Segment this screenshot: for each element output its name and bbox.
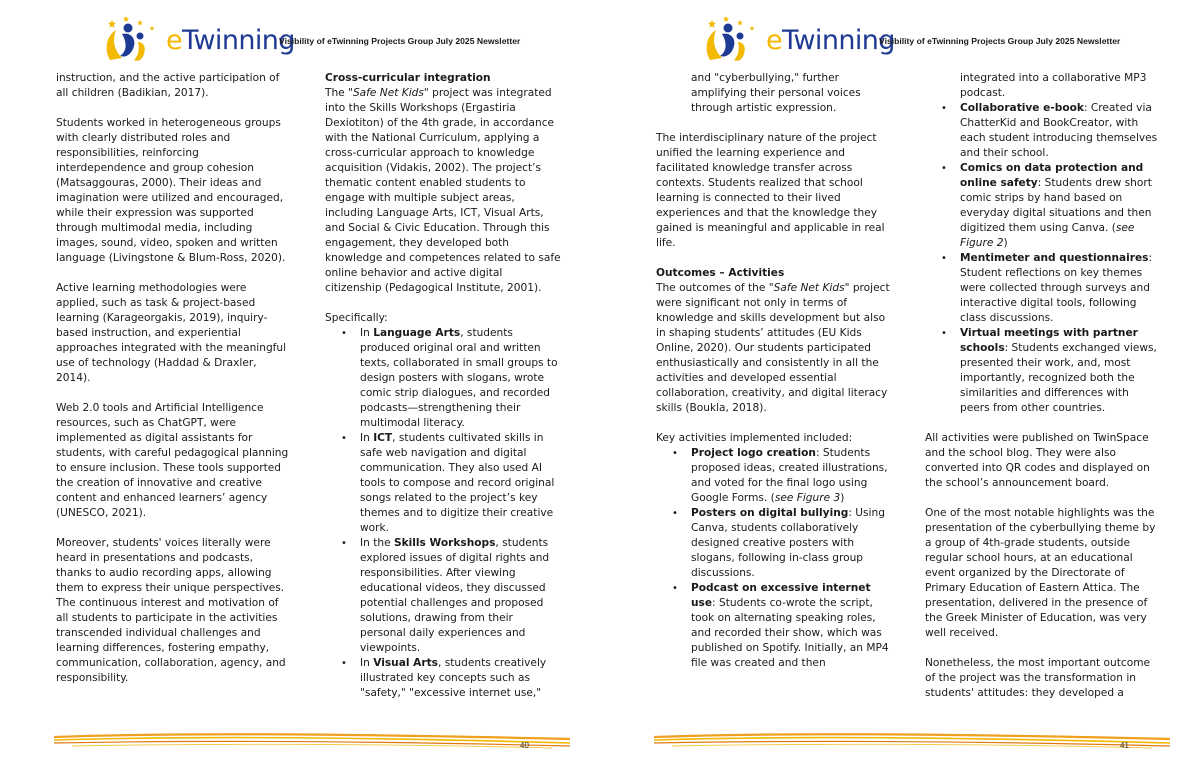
bullet-list bbox=[656, 446, 892, 671]
page-footer bbox=[52, 731, 572, 753]
list-item: • Collaborative e-book: Created via ChatterKid and BookCreator, with each student introducing themselves and their school. bbox=[925, 101, 1161, 161]
list-item: • In the Skills Workshops, students explored issues of digital rights and responsibilities. After viewing educational videos, they discussed potential challenges and proposed solutions, drawing from their personal daily experiences and viewpoints. bbox=[325, 536, 561, 656]
paragraph: The "Safe Net Kids" project was integrated into the Skills Workshops (Ergastiria Dexiotiton) of the 4th grade, in accordance with the National Curriculum, applying a cross-curricular approach to knowledge acquisition (Vidakis, 2002). The project’s thematic content enabled students to engage with multiple subject areas, including Language Arts, ICT, Visual Arts, and Social & Civic Education. Through this engagement, they developed both knowledge and competences related to safe online behavior and active digital citizenship (Pedagogical Institute, 2001). bbox=[325, 87, 561, 294]
right-page-column-2 bbox=[925, 71, 1161, 701]
footer-swoosh-icon bbox=[652, 731, 1172, 753]
paragraph: Moreover, students' voices literally were heard in presentations and podcasts, thanks to audio recording apps, allowing them to express their unique perspectives. The continuous interest and motivation of all students to participate in the activities transcended individual challenges and learning differences, fostering empathy, communication, collaboration, agency, and responsibility. bbox=[56, 537, 286, 684]
list-item: • In Language Arts, students produced original oral and written texts, collaborated in small groups to design posters with slogans, wrote comic strip dialogues, and recorded podcasts—strengthening their multimodal literacy. bbox=[325, 326, 561, 431]
etwinning-logo bbox=[102, 14, 295, 66]
etwinning-logo bbox=[702, 14, 895, 66]
etwinning-figures-icon bbox=[702, 14, 766, 66]
right-page-column-1 bbox=[656, 71, 892, 671]
left-page-column-1 bbox=[56, 71, 292, 686]
logo-wordmark: eTwinning bbox=[766, 25, 895, 56]
list-item: • Project logo creation: Students proposed ideas, created illustrations, and voted for the final logo using Google Forms. (see Figure 3) bbox=[656, 446, 892, 506]
page-footer bbox=[652, 731, 1172, 753]
paragraph: instruction, and the active participation of all children (Badikian, 2017). bbox=[56, 72, 280, 99]
paragraph: Specifically: bbox=[325, 312, 388, 324]
paragraph: All activities were published on TwinSpace and the school blog. They were also converted into QR codes and displayed on the school’s announcement board. bbox=[925, 432, 1150, 489]
paragraph: Active learning methodologies were applied, such as task & project-based learning (Karageorgakis, 2019), inquiry-based instruction, and experiential approaches integrated with the meaningful use of technology (Haddad & Draxler, 2014). bbox=[56, 282, 287, 384]
page-number: 40 bbox=[520, 741, 529, 750]
page-number: 41 bbox=[1120, 741, 1129, 750]
list-item: • Mentimeter and questionnaires: Student reflections on key themes were collected through surveys and interactive digital tools, following class discussions. bbox=[925, 251, 1161, 326]
paragraph: integrated into a collaborative MP3 podcast. bbox=[960, 72, 1147, 99]
section-heading: Cross-curricular integration bbox=[325, 72, 491, 84]
newsletter-title: Visibility of eTwinning Projects Group July 2025 Newsletter bbox=[279, 36, 521, 46]
bullet-list bbox=[925, 101, 1161, 416]
paragraph: Nonetheless, the most important outcome of the project was the transformation in students' attitudes: they developed a bbox=[925, 657, 1151, 699]
list-item: • Podcast on excessive internet use: Students co-wrote the script, took on alternating speaking roles, and recorded their show, which was published on Spotify. Initially, an MP4 file was created and then bbox=[656, 581, 892, 671]
list-item: • In ICT, students cultivated skills in safe web navigation and digital communication. They also used AI tools to compose and record original songs related to the project’s key themes and to digitize their creative work. bbox=[325, 431, 561, 536]
paragraph: One of the most notable highlights was the presentation of the cyberbullying theme by a group of 4th-grade students, outside regular school hours, at an educational event organized by the Directorate of Primary Education of Eastern Attica. The presentation, delivered in the presence of the Greek Minister of Education, was very well received. bbox=[925, 507, 1156, 639]
logo-wordmark: eTwinning bbox=[166, 25, 295, 56]
paragraph: Key activities implemented included: bbox=[656, 432, 853, 444]
paragraph: The outcomes of the "Safe Net Kids" project were significant not only in terms of knowledge and skills development but also in shaping students’ attitudes (EU Kids Online, 2020). Our students participated enthusiastically and consistently in all the activities and developed essential collaboration, creativity, and digital literacy skills (Boukla, 2018). bbox=[656, 282, 890, 414]
paragraph: The interdisciplinary nature of the project unified the learning experience and facilitated knowledge transfer across contexts. Students realized that school learning is connected to their lived experiences and that the knowledge they gained is meaningful and applicable in real life. bbox=[656, 132, 885, 249]
list-item: • Comics on data protection and online safety: Students drew short comic strips by hand based on everyday digital situations and then digitized them using Canva. (see Figure 2) bbox=[925, 161, 1161, 251]
etwinning-figures-icon bbox=[102, 14, 166, 66]
left-page-column-2 bbox=[325, 71, 561, 701]
list-item: • Virtual meetings with partner schools: Students exchanged views, presented their work, and, most importantly, recognized both the similarities and differences with peers from other countries. bbox=[925, 326, 1161, 416]
list-item: • In Visual Arts, students creatively illustrated key concepts such as "safety," "excessive internet use," bbox=[325, 656, 561, 701]
footer-swoosh-icon bbox=[52, 731, 572, 753]
bullet-list bbox=[325, 326, 561, 701]
page-header bbox=[102, 14, 562, 66]
newsletter-page-right bbox=[600, 0, 1200, 776]
paragraph: Students worked in heterogeneous groups with clearly distributed roles and responsibilities, reinforcing interdependence and group cohesion (Matsaggouras, 2000). Their ideas and imagination were utilized and encouraged, while their expression was supported through multimodal media, including images, sound, video, spoken and written language (Livingstone & Blum-Ross, 2020). bbox=[56, 117, 286, 264]
paragraph: Web 2.0 tools and Artificial Intelligence resources, such as ChatGPT, were implemented as digital assistants for students, with careful pedagogical planning to ensure inclusion. These tools supported the creation of innovative and creative content and enhanced learners’ agency (UNESCO, 2021). bbox=[56, 402, 289, 519]
list-item: • Posters on digital bullying: Using Canva, students collaboratively designed creative posters with slogans, following in-class group discussions. bbox=[656, 506, 892, 581]
page-header bbox=[702, 14, 1162, 66]
section-heading: Outcomes – Activities bbox=[656, 267, 785, 279]
paragraph: and "cyberbullying," further amplifying their personal voices through artistic expression. bbox=[691, 72, 861, 114]
newsletter-title: Visibility of eTwinning Projects Group July 2025 Newsletter bbox=[879, 36, 1121, 46]
